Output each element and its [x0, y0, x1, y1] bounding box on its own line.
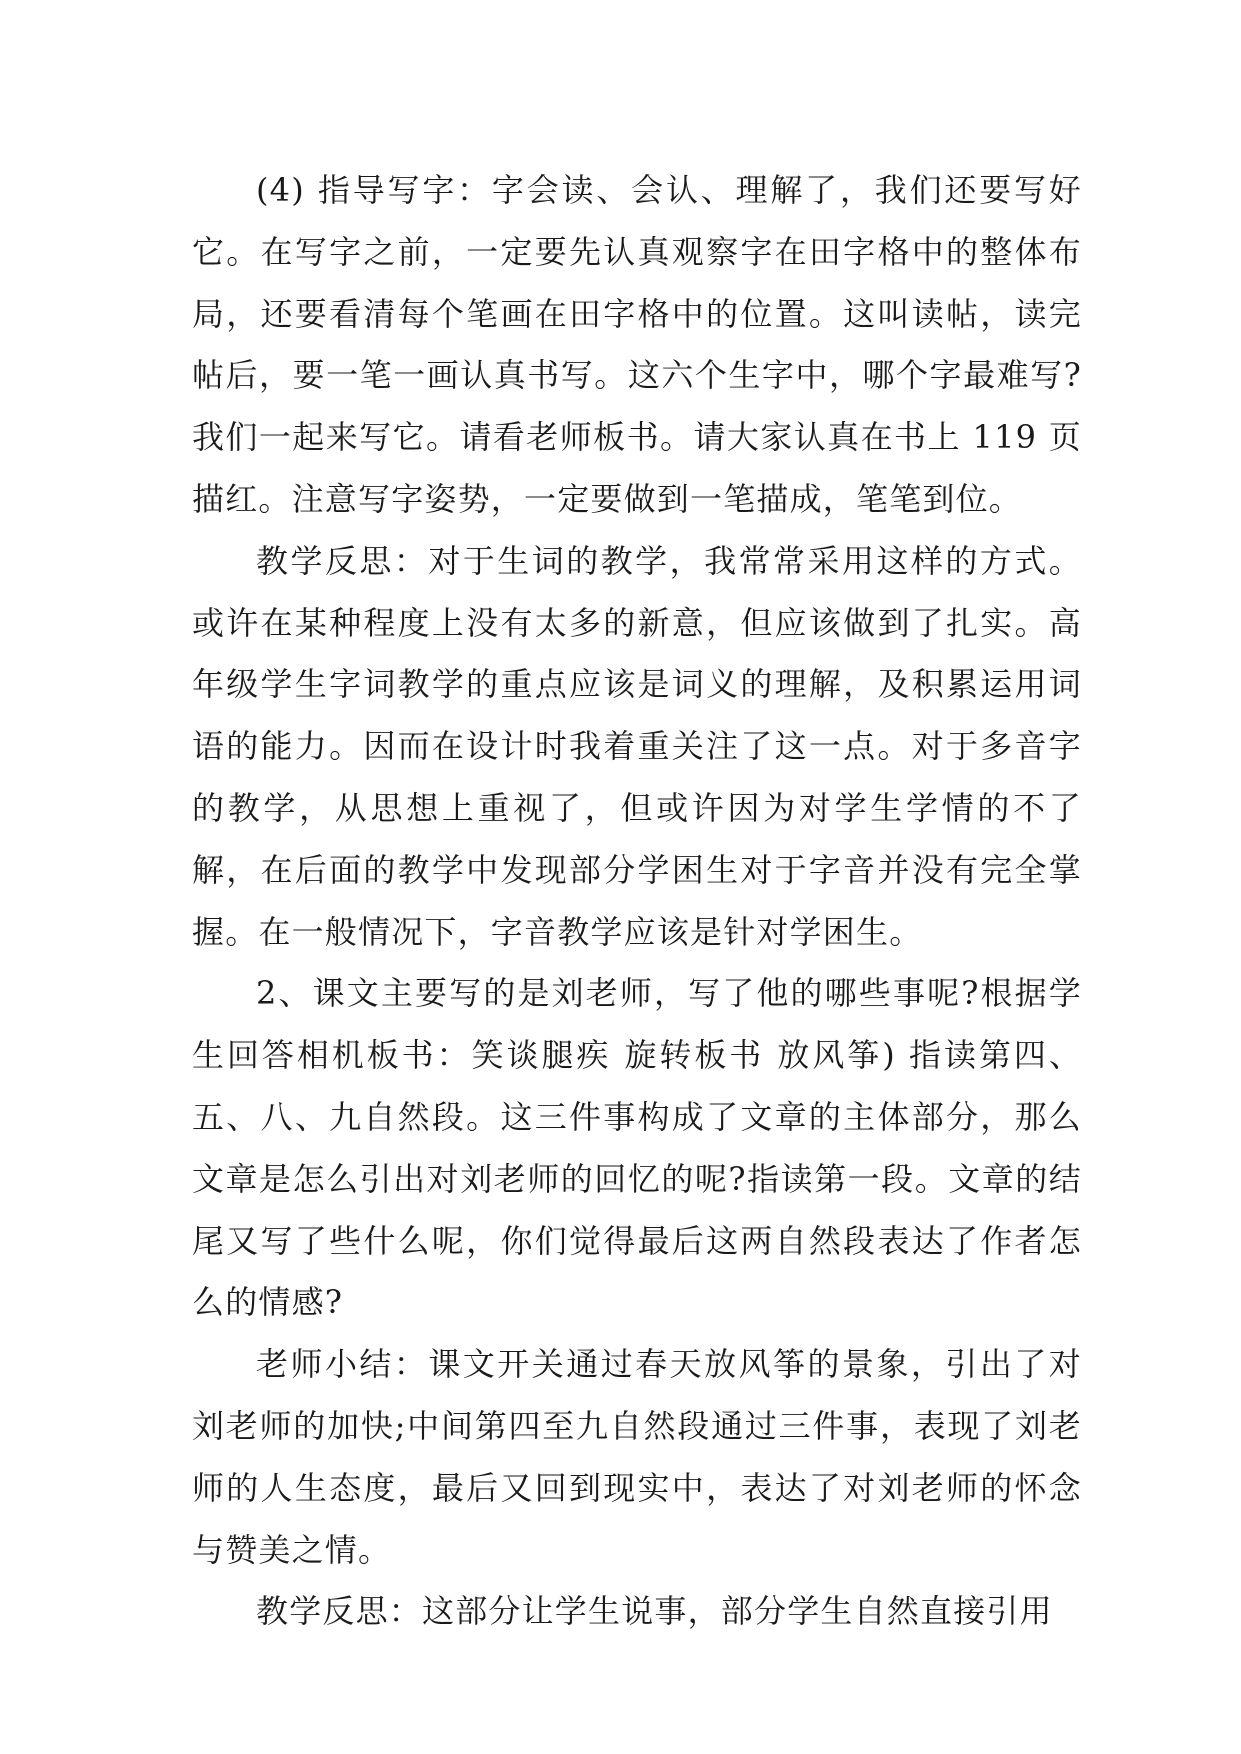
paragraph-lesson-content: 2、课文主要写的是刘老师，写了他的哪些事呢?根据学生回答相机板书：笑谈腿疾 旋转板书 放风筝) 指读第四、五、八、九自然段。这三件事构成了文章的主体部分，那么文章是怎么引出对刘老师的回忆的呢?指读第一段。文章的结尾又写了些什么呢，你们觉得最后这两自然段表达了作者怎么的情感?	[192, 974, 1082, 1322]
paragraph-teacher-summary: 老师小结：课文开关通过春天放风筝的景象，引出了对刘老师的加快;中间第四至九自然段通过三件事，表现了刘老师的人生态度，最后又回到现实中，表达了对刘老师的怀念与赞美之情。	[192, 1345, 1082, 1569]
document-body	[192, 160, 1082, 1643]
paragraph-teaching-reflection-1: 教学反思：对于生词的教学，我常常采用这样的方式。或许在某种程度上没有太多的新意，但应该做到了扎实。高年级学生字词教学的重点应该是词义的理解，及积累运用词语的能力。因而在设计时我着重关注了这一点。对于多音字的教学，从思想上重视了，但或许因为对学生学情的不了解，在后面的教学中发现部分学困生对于字音并没有完全掌握。在一般情况下，字音教学应该是针对学困生。	[192, 541, 1082, 951]
paragraph-teaching-reflection-2: 教学反思：这部分让学生说事，部分学生自然直接引用	[256, 1592, 1053, 1631]
paragraph-writing-guidance: (4) 指导写字：字会读、会认、理解了，我们还要写好它。在写字之前，一定要先认真观察字在田字格中的整体布局，还要看清每个笔画在田字格中的位置。这叫读帖，读完帖后，要一笔一画认真书写。这六个生字中，哪个字最难写?我们一起来写它。请看老师板书。请大家认真在书上 119 页描红。注意写字姿势，一定要做到一笔描成，笔笔到位。	[192, 171, 1082, 518]
